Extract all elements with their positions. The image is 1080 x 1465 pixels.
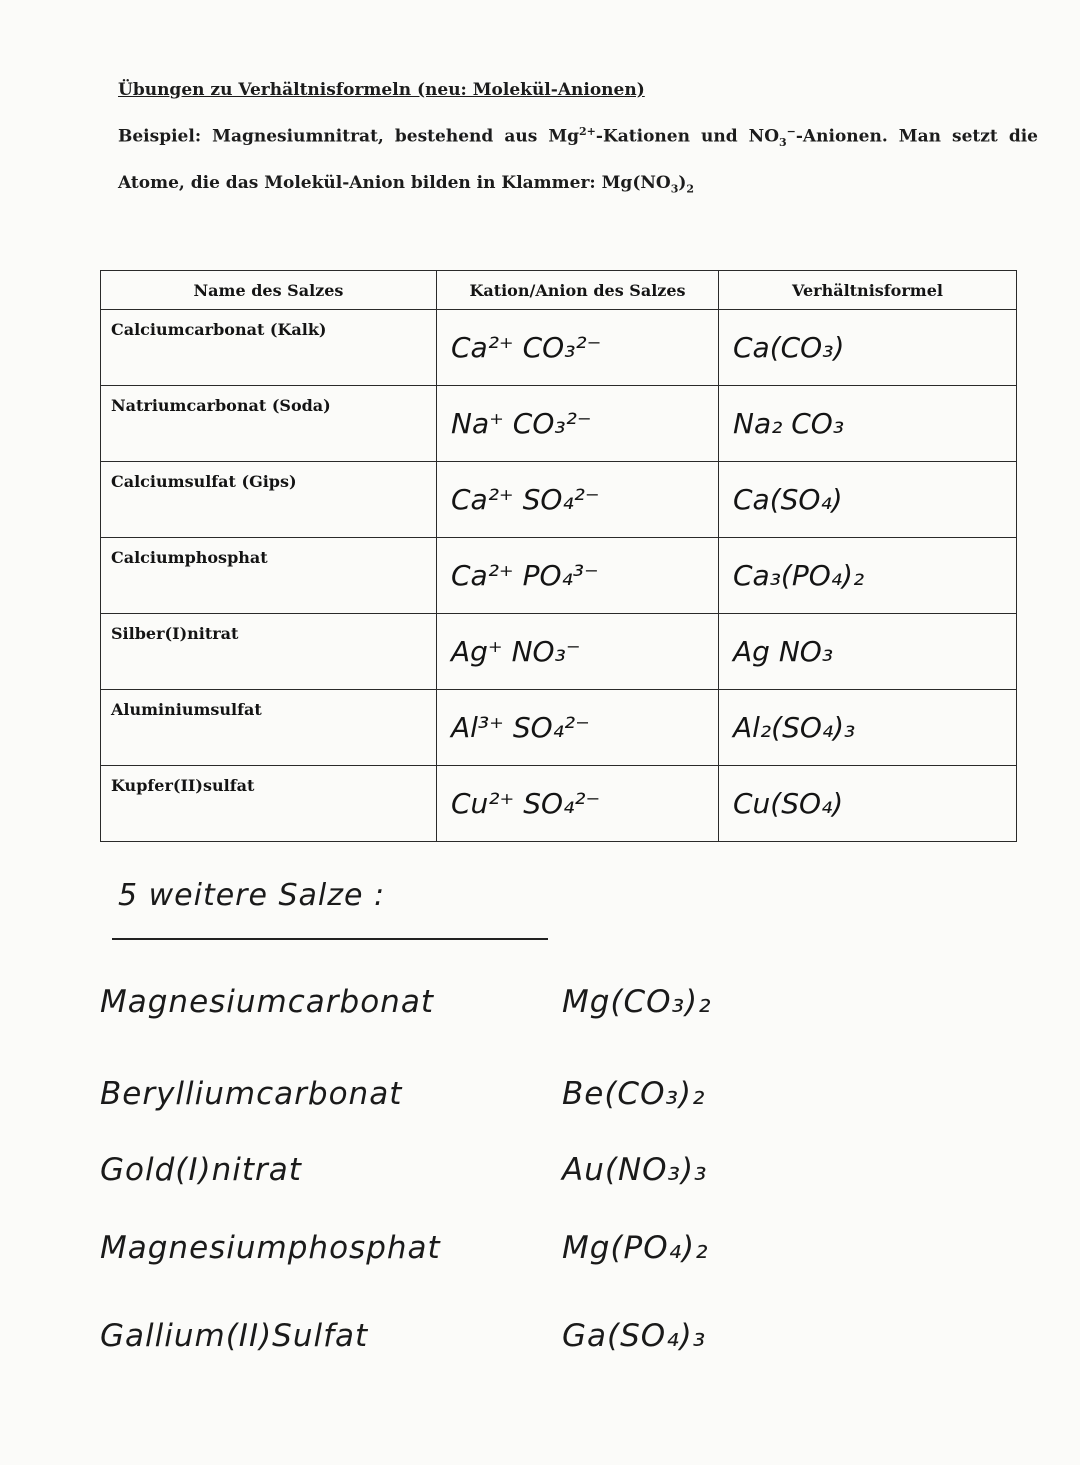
extra-salt-formula: Ga(SO₄)₃	[562, 1318, 707, 1354]
header-ions: Kation/Anion des Salzes	[437, 271, 719, 310]
header-formula: Verhältnisformel	[719, 271, 1017, 310]
intro-lead: Beispiel: Magnesiumnitrat, bestehend aus Mg	[118, 126, 580, 147]
formula-cell: Na₂ CO₃	[719, 386, 1017, 462]
intro-mg-charge: 2+	[579, 125, 596, 138]
salt-name-cell: Calciumcarbonat (Kalk)	[101, 310, 437, 386]
example-paragraph	[118, 112, 1038, 209]
table-row	[101, 538, 1017, 614]
intro-no3-sub: 3	[779, 136, 787, 150]
salt-table	[100, 270, 1017, 842]
table-row	[101, 614, 1017, 690]
ions-cell: Ca²⁺ CO₃²⁻	[437, 310, 719, 386]
table-row	[101, 386, 1017, 462]
extra-salts-heading: 5 weitere Salze :	[118, 878, 386, 913]
formula-cell: Ca(CO₃)	[719, 310, 1017, 386]
formula-cell: Ag NO₃	[719, 614, 1017, 690]
worksheet-title: Übungen zu Verhältnisformeln (neu: Molekül-Anionen)	[118, 80, 645, 100]
extra-salt-formula: Be(CO₃)₂	[562, 1076, 706, 1112]
formula-cell: Ca₃(PO₄)₂	[719, 538, 1017, 614]
salt-name-cell: Natriumcarbonat (Soda)	[101, 386, 437, 462]
extra-salt-name: Gallium(II)Sulfat	[100, 1318, 369, 1354]
header-salt-name: Name des Salzes	[101, 271, 437, 310]
ions-cell: Al³⁺ SO₄²⁻	[437, 690, 719, 766]
intro-tail: -Anionen. Man setzt die Atome, die das Molekül-Anion bilden in Klammer: Mg(NO	[118, 126, 1038, 194]
ions-cell: Na⁺ CO₃²⁻	[437, 386, 719, 462]
extra-salt-formula: Au(NO₃)₃	[562, 1152, 708, 1188]
salt-name-cell: Calciumphosphat	[101, 538, 437, 614]
heading-underline	[112, 938, 548, 940]
extra-salt-name: Gold(I)nitrat	[100, 1152, 302, 1188]
extra-salt-formula: Mg(PO₄)₂	[562, 1230, 709, 1266]
intro-no3-charge: −	[786, 125, 796, 138]
intro-formula-close: )	[678, 173, 687, 194]
table-row	[101, 690, 1017, 766]
extra-salt-name: Magnesiumcarbonat	[100, 984, 434, 1020]
table-row	[101, 766, 1017, 842]
formula-cell: Ca(SO₄)	[719, 462, 1017, 538]
intro-formula-sub2: 2	[686, 182, 695, 196]
intro-mid: -Kationen und NO	[595, 126, 779, 147]
intro-formula-sub1: 3	[670, 182, 679, 196]
table-row	[101, 462, 1017, 538]
ions-cell: Ag⁺ NO₃⁻	[437, 614, 719, 690]
extra-salt-name: Magnesiumphosphat	[100, 1230, 441, 1266]
table-row	[101, 310, 1017, 386]
salt-name-cell: Calciumsulfat (Gips)	[101, 462, 437, 538]
salt-name-cell: Kupfer(II)sulfat	[101, 766, 437, 842]
table-header-row	[101, 271, 1017, 310]
ions-cell: Ca²⁺ SO₄²⁻	[437, 462, 719, 538]
ions-cell: Ca²⁺ PO₄³⁻	[437, 538, 719, 614]
formula-cell: Al₂(SO₄)₃	[719, 690, 1017, 766]
extra-salt-formula: Mg(CO₃)₂	[562, 984, 712, 1020]
salt-name-cell: Aluminiumsulfat	[101, 690, 437, 766]
formula-cell: Cu(SO₄)	[719, 766, 1017, 842]
extra-salt-name: Berylliumcarbonat	[100, 1076, 403, 1112]
salt-name-cell: Silber(I)nitrat	[101, 614, 437, 690]
ions-cell: Cu²⁺ SO₄²⁻	[437, 766, 719, 842]
